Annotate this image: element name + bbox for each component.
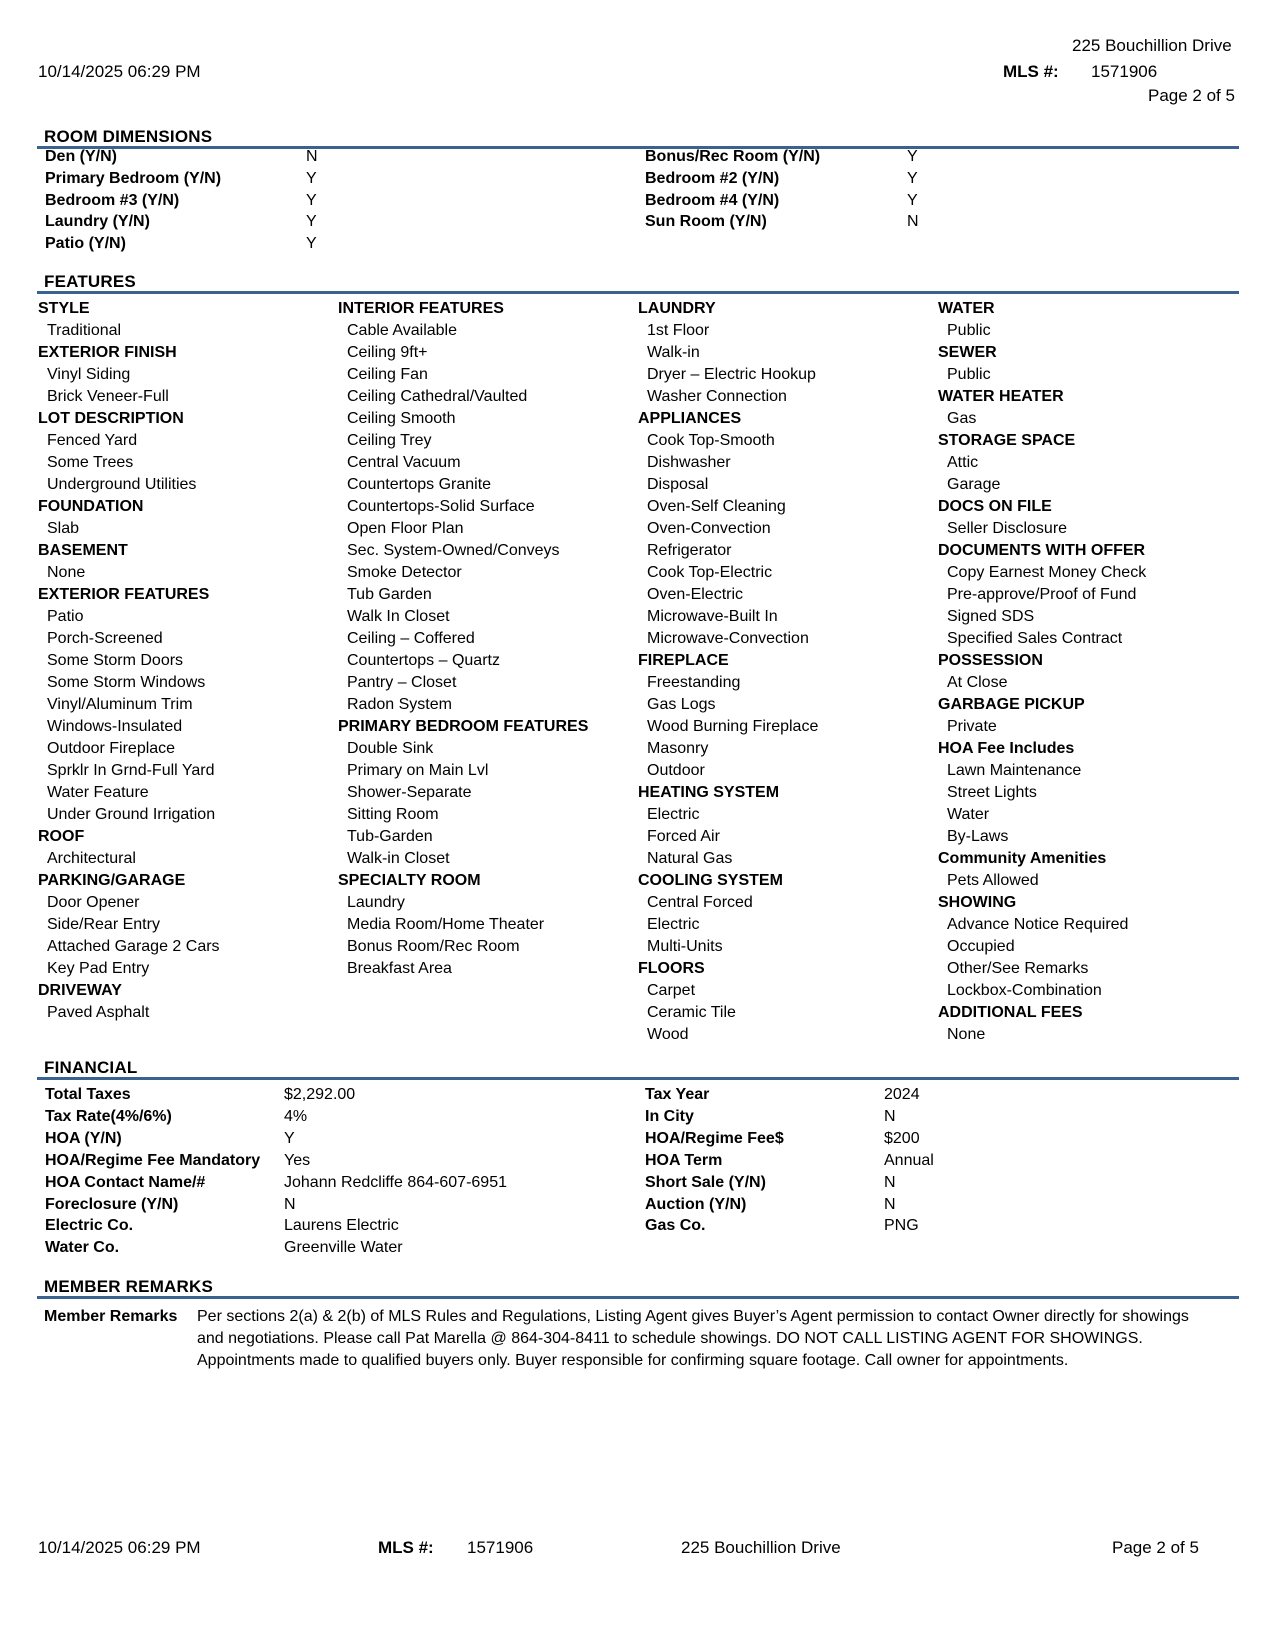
feature-item: None	[947, 1026, 986, 1043]
feature-heading: SHOWING	[938, 894, 1017, 911]
feature-item: Ceiling – Coffered	[347, 630, 475, 647]
feature-item: Vinyl Siding	[47, 366, 131, 383]
field-value: Y	[306, 235, 317, 253]
feature-item: Electric	[647, 806, 700, 823]
feature-item: Pets Allowed	[947, 872, 1039, 889]
feature-item: Vinyl/Aluminum Trim	[47, 696, 193, 713]
feature-heading: COOLING SYSTEM	[638, 872, 783, 889]
field-label: Bonus/Rec Room (Y/N)	[645, 148, 821, 165]
member-remarks-text: Per sections 2(a) & 2(b) of MLS Rules and Regulations, Listing Agent gives Buyer’s Agent permission to contact Owner directly for showings and negotiations. Please call Pat Marella @ 864-304-8411 to schedule showings. DO NOT CALL LISTING AGENT FOR SHOWINGS. Appointments made to qualified buyers only. Buyer responsible for confirming square footage. Call owner for appointments.	[197, 1308, 1189, 1369]
feature-item: Oven-Convection	[647, 520, 771, 537]
feature-item: None	[47, 564, 86, 581]
field-label: Patio (Y/N)	[45, 235, 126, 253]
feature-item: Brick Veneer-Full	[47, 388, 169, 405]
field-label: Bedroom #3 (Y/N)	[45, 191, 180, 209]
field-label: Total Taxes	[45, 1086, 131, 1103]
feature-item: Signed SDS	[947, 608, 1035, 625]
field-value: Y	[306, 213, 317, 231]
feature-heading: FIREPLACE	[638, 652, 729, 669]
feature-item: Carpet	[647, 982, 696, 999]
feature-item: Slab	[47, 520, 80, 537]
feature-item: Architectural	[47, 850, 136, 867]
feature-item: Walk In Closet	[347, 608, 450, 625]
feature-item: Public	[947, 322, 991, 339]
feature-heading: ADDITIONAL FEES	[938, 1004, 1083, 1021]
header-address: 225 Bouchillion Drive	[1072, 36, 1232, 55]
header-datetime: 10/14/2025 06:29 PM	[38, 62, 201, 81]
feature-item: Microwave-Built In	[647, 608, 778, 625]
field-label: Tax Rate(4%/6%)	[45, 1107, 172, 1125]
feature-item: Natural Gas	[647, 850, 733, 867]
field-label: Electric Co.	[45, 1217, 134, 1235]
member-remarks-rule	[37, 1296, 1239, 1299]
feature-item: Oven-Self Cleaning	[647, 498, 786, 515]
field-value: Greenville Water	[284, 1239, 403, 1257]
feature-item: Sprklr In Grnd-Full Yard	[47, 762, 215, 779]
feature-item: Pre-approve/Proof of Fund	[947, 586, 1137, 603]
feature-item: Tub-Garden	[347, 828, 433, 845]
feature-item: Forced Air	[647, 828, 720, 845]
feature-item: Porch-Screened	[47, 630, 163, 647]
feature-item: Ceiling Trey	[347, 432, 432, 449]
feature-item: Occupied	[947, 938, 1015, 955]
feature-item: Lawn Maintenance	[947, 762, 1082, 779]
field-label: Laundry (Y/N)	[45, 213, 150, 231]
feature-item: Freestanding	[647, 674, 741, 691]
feature-item: Some Storm Doors	[47, 652, 184, 669]
feature-item: Some Storm Windows	[47, 674, 206, 691]
feature-item: Radon System	[347, 696, 452, 713]
feature-item: Copy Earnest Money Check	[947, 564, 1147, 581]
field-label: Auction (Y/N)	[645, 1195, 747, 1213]
feature-heading: FOUNDATION	[38, 498, 144, 515]
footer-datetime: 10/14/2025 06:29 PM	[38, 1538, 201, 1557]
field-label: Tax Year	[645, 1086, 710, 1103]
feature-item: Street Lights	[947, 784, 1037, 801]
feature-item: 1st Floor	[647, 322, 710, 339]
field-label: Foreclosure (Y/N)	[45, 1195, 179, 1213]
feature-item: Paved Asphalt	[47, 1004, 150, 1021]
field-value: N	[884, 1195, 896, 1213]
feature-heading: LOT DESCRIPTION	[38, 410, 184, 427]
field-label: HOA Term	[645, 1151, 723, 1169]
feature-item: Multi-Units	[647, 938, 723, 955]
feature-item: Countertops-Solid Surface	[347, 498, 535, 515]
feature-heading: DRIVEWAY	[38, 982, 122, 999]
feature-item: Tub Garden	[347, 586, 432, 603]
feature-item: Fenced Yard	[47, 432, 138, 449]
feature-item: Ceiling Smooth	[347, 410, 456, 427]
feature-item: Microwave-Convection	[647, 630, 809, 647]
feature-item: Outdoor Fireplace	[47, 740, 176, 757]
footer-mls-label: MLS #:	[378, 1538, 434, 1557]
field-value: 2024	[884, 1086, 920, 1103]
feature-item: Windows-Insulated	[47, 718, 183, 735]
feature-item: Sec. System-Owned/Conveys	[347, 542, 560, 559]
field-label: Primary Bedroom (Y/N)	[45, 169, 222, 187]
feature-item: Masonry	[647, 740, 709, 757]
feature-item: Patio	[47, 608, 84, 625]
field-value: Y	[907, 191, 918, 209]
field-label: Sun Room (Y/N)	[645, 213, 767, 231]
feature-item: Countertops – Quartz	[347, 652, 500, 669]
feature-heading: APPLIANCES	[638, 410, 742, 427]
field-label: Gas Co.	[645, 1217, 706, 1235]
feature-item: Garage	[947, 476, 1001, 493]
feature-heading: PARKING/GARAGE	[38, 872, 186, 889]
feature-item: Central Forced	[647, 894, 753, 911]
field-label: HOA (Y/N)	[45, 1129, 122, 1147]
field-label: HOA/Regime Fee$	[645, 1129, 784, 1147]
field-value: N	[284, 1195, 296, 1213]
feature-heading: LAUNDRY	[638, 300, 716, 317]
feature-item: Wood	[647, 1026, 689, 1043]
feature-item: Breakfast Area	[347, 960, 452, 977]
features-column-2	[338, 298, 588, 980]
feature-item: Ceiling Cathedral/Vaulted	[347, 388, 528, 405]
feature-item: Dryer – Electric Hookup	[647, 366, 816, 383]
feature-heading: WATER HEATER	[938, 388, 1064, 405]
feature-item: Bonus Room/Rec Room	[347, 938, 520, 955]
feature-item: Ceiling Fan	[347, 366, 428, 383]
feature-item: Seller Disclosure	[947, 520, 1068, 537]
footer-address: 225 Bouchillion Drive	[681, 1538, 841, 1557]
field-value: Annual	[884, 1151, 934, 1169]
feature-item: Central Vacuum	[347, 454, 461, 471]
feature-heading: GARBAGE PICKUP	[938, 696, 1085, 713]
feature-item: Cable Available	[347, 322, 458, 339]
feature-heading: WATER	[938, 300, 995, 317]
field-value: $2,292.00	[284, 1086, 356, 1103]
feature-item: By-Laws	[947, 828, 1009, 845]
field-label: HOA/Regime Fee Mandatory	[45, 1151, 261, 1169]
feature-item: Under Ground Irrigation	[47, 806, 216, 823]
field-label: Short Sale (Y/N)	[645, 1173, 766, 1191]
field-value: PNG	[884, 1217, 919, 1235]
features-rule	[37, 291, 1239, 294]
feature-item: Disposal	[647, 476, 709, 493]
header-mls-label: MLS #:	[1003, 62, 1059, 81]
field-label: Water Co.	[45, 1239, 120, 1257]
field-value: Y	[306, 191, 317, 209]
field-value: $200	[884, 1129, 920, 1147]
header-page-number: Page 2 of 5	[1148, 86, 1235, 105]
room-dimensions-rule	[37, 146, 1239, 149]
feature-heading: SEWER	[938, 344, 997, 361]
field-label: Bedroom #4 (Y/N)	[645, 191, 780, 209]
feature-item: Outdoor	[647, 762, 705, 779]
feature-heading: Community Amenities	[938, 850, 1107, 867]
feature-item: Sitting Room	[347, 806, 439, 823]
field-value: Y	[306, 169, 317, 187]
feature-item: Primary on Main Lvl	[347, 762, 489, 779]
feature-heading: STORAGE SPACE	[938, 432, 1076, 449]
financial-rule	[37, 1077, 1239, 1080]
feature-item: Media Room/Home Theater	[347, 916, 545, 933]
feature-item: Some Trees	[47, 454, 134, 471]
feature-item: Side/Rear Entry	[47, 916, 160, 933]
feature-item: Cook Top-Smooth	[647, 432, 775, 449]
feature-heading: DOCUMENTS WITH OFFER	[938, 542, 1146, 559]
feature-heading: INTERIOR FEATURES	[338, 300, 504, 317]
feature-item: Advance Notice Required	[947, 916, 1129, 933]
feature-heading: ROOF	[38, 828, 85, 845]
field-label: Den (Y/N)	[45, 148, 117, 165]
feature-heading: EXTERIOR FINISH	[38, 344, 177, 361]
feature-item: Attic	[947, 454, 979, 471]
feature-item: Walk-in Closet	[347, 850, 450, 867]
feature-item: Smoke Detector	[347, 564, 462, 581]
feature-heading: FLOORS	[638, 960, 705, 977]
feature-item: Water Feature	[47, 784, 149, 801]
feature-item: Open Floor Plan	[347, 520, 464, 537]
feature-item: Gas	[947, 410, 977, 427]
feature-item: Oven-Electric	[647, 586, 744, 603]
feature-heading: HOA Fee Includes	[938, 740, 1075, 757]
feature-heading: DOCS ON FILE	[938, 498, 1052, 515]
footer-page-number: Page 2 of 5	[1112, 1538, 1199, 1557]
field-value: N	[907, 213, 919, 231]
feature-heading: SPECIALTY ROOM	[338, 872, 481, 889]
feature-item: Double Sink	[347, 740, 434, 757]
field-value: Y	[907, 169, 918, 187]
member-remarks-label: Member Remarks	[44, 1308, 178, 1325]
field-value: N	[884, 1107, 896, 1125]
feature-item: Washer Connection	[647, 388, 787, 405]
feature-item: Private	[947, 718, 997, 735]
field-value: 4%	[284, 1107, 308, 1125]
field-value: Laurens Electric	[284, 1217, 399, 1235]
field-value: Y	[284, 1129, 295, 1147]
feature-item: Key Pad Entry	[47, 960, 150, 977]
feature-heading: PRIMARY BEDROOM FEATURES	[338, 718, 589, 735]
field-value: Yes	[284, 1151, 311, 1169]
room-dimensions-title: ROOM DIMENSIONS	[44, 127, 213, 146]
feature-heading: STYLE	[38, 300, 90, 317]
feature-heading: POSSESSION	[938, 652, 1043, 669]
feature-heading: BASEMENT	[38, 542, 128, 559]
field-value: Johann Redcliffe 864-607-6951	[284, 1173, 507, 1191]
feature-item: Public	[947, 366, 991, 383]
feature-item: Refrigerator	[647, 542, 732, 559]
feature-item: Wood Burning Fireplace	[647, 718, 819, 735]
feature-item: Walk-in	[647, 344, 700, 361]
field-value: Y	[907, 148, 918, 165]
feature-item: Specified Sales Contract	[947, 630, 1123, 647]
feature-item: Electric	[647, 916, 700, 933]
feature-item: Laundry	[347, 894, 405, 911]
footer-mls-number: 1571906	[467, 1538, 534, 1557]
feature-item: Ceramic Tile	[647, 1004, 736, 1021]
features-column-1	[38, 298, 220, 1024]
header-mls-number: 1571906	[1091, 62, 1158, 81]
feature-item: Lockbox-Combination	[947, 982, 1102, 999]
feature-item: Other/See Remarks	[947, 960, 1089, 977]
feature-item: Attached Garage 2 Cars	[47, 938, 220, 955]
feature-item: Dishwasher	[647, 454, 731, 471]
feature-heading: HEATING SYSTEM	[638, 784, 780, 801]
field-value: N	[884, 1173, 896, 1191]
feature-item: Gas Logs	[647, 696, 716, 713]
feature-item: Water	[947, 806, 990, 823]
feature-item: Traditional	[47, 322, 122, 339]
feature-item: Pantry – Closet	[347, 674, 457, 691]
feature-item: Countertops Granite	[347, 476, 492, 493]
feature-item: Underground Utilities	[47, 476, 197, 493]
field-value: N	[306, 148, 318, 165]
field-label: HOA Contact Name/#	[45, 1173, 206, 1191]
feature-item: Ceiling 9ft+	[347, 344, 428, 361]
feature-item: Shower-Separate	[347, 784, 472, 801]
features-column-4	[938, 298, 1146, 1046]
financial-title: FINANCIAL	[44, 1058, 138, 1077]
features-title: FEATURES	[44, 272, 136, 291]
member-remarks-title: MEMBER REMARKS	[44, 1277, 214, 1296]
feature-item: Cook Top-Electric	[647, 564, 773, 581]
field-label: In City	[645, 1107, 694, 1125]
field-label: Bedroom #2 (Y/N)	[645, 169, 780, 187]
feature-item: Door Opener	[47, 894, 140, 911]
feature-heading: EXTERIOR FEATURES	[38, 586, 210, 603]
feature-item: At Close	[947, 674, 1008, 691]
features-column-3	[638, 298, 818, 1046]
